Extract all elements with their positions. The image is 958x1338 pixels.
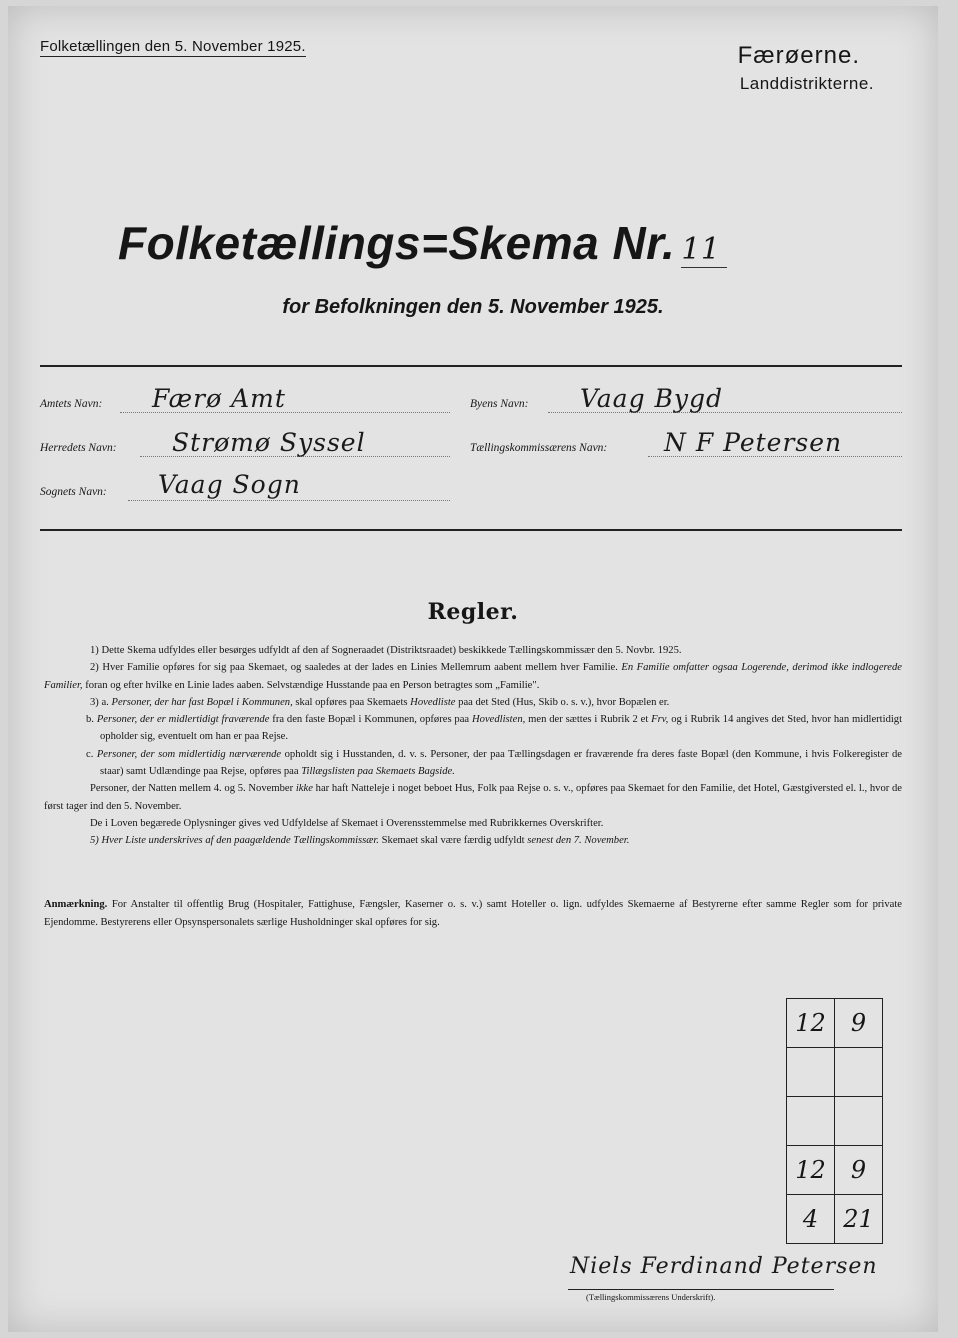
table-row [787, 1048, 883, 1097]
signature-caption: (Tællingskommissærens Underskrift). [586, 1292, 716, 1302]
amt-value: Færø Amt [152, 384, 286, 413]
note-label: Anmærkning. [44, 899, 108, 910]
fields-divider [40, 529, 902, 531]
rules-text [44, 642, 902, 850]
note-paragraph [44, 896, 902, 932]
table-row [787, 1097, 883, 1146]
tally-cell [787, 1097, 835, 1146]
rule-3b: b. Personer, der er midlertidigt fraværende fra den faste Bopæl i Kommunen, opføres paa Hovedlisten, men der sættes i Rubrik 2 et Frv, og i Rubrik 14 angives det Sted, hvor han midlertidigt opholder sig, eventuelt om han er paa Rejse. [86, 714, 903, 743]
signature-line [568, 1289, 834, 1290]
rule-3d: Personer, der Natten mellem 4. og 5. November ikke har haft Natteleje i noget beboet Hus, Folk paa Rejse o. s. v., opføres paa Skemaet for den Familie, det Hotel, Gæstgiversted el. l., hvor de først tager ind den 5. November. [44, 783, 903, 812]
sogn-label: Sognets Navn: [40, 486, 107, 498]
tally-cell: 12 [787, 999, 835, 1048]
census-form-page [8, 6, 938, 1332]
kommissaer-value: N F Petersen [664, 428, 843, 457]
rule-1: 1) Dette Skema udfyldes eller besørges udfyldt af den af Sogneraadet (Distriktsraadet) beskikkede Tællingskommissær den 5. Novbr. 1925. [90, 645, 682, 656]
byens-label: Byens Navn: [470, 398, 529, 410]
herred-value: Strømø Syssel [172, 428, 366, 457]
rule-5: 5) Hver Liste underskrives af den paagældende Tællingskommissær. Skemaet skal være færdig udfyldt senest den 7. November. [90, 835, 630, 847]
rules-heading: Regler. [427, 599, 519, 625]
sogn-value: Vaag Sogn [158, 470, 301, 499]
table-row [787, 999, 883, 1048]
tally-cell: 12 [787, 1146, 835, 1195]
rule-2: 2) Hver Familie opføres for sig paa Skemaet, og saaledes at der lades en Linies Mellemrum aabent mellem hver Familie. En Familie omfatter ogsaa Logerende, derimod ikke indlogerede Familier, foran og efter hvilke en Linie lades aaben. Selvstændige Husstande paa en Person betragtes som „Familie". [44, 662, 902, 691]
kommissaer-label: Tællingskommissærens Navn: [470, 442, 608, 454]
rule-4: De i Loven begærede Oplysninger gives ved Udfyldelse af Skemaet i Overensstemmelse med Rubrikkernes Overskrifter. [90, 817, 604, 829]
form-title-text: Folketællings=Skema Nr. [118, 217, 676, 269]
note-text: For Anstalter til offentlig Brug (Hospitaler, Fattighuse, Fængsler, Kaserner o. s. v.) samt Hoteller o. lign. udfyldes Skemaerne af Bestyrerne efter samme Regler som for private Ejendomme. Bestyrerens eller Opsynspersonalets særlige Husholdninger skal opføres for sig. [44, 899, 902, 928]
tally-cell: 9 [835, 999, 883, 1048]
tally-total-cell: 21 [835, 1195, 883, 1244]
form-subtitle: for Befolkningen den 5. November 1925. [282, 296, 664, 318]
table-row [787, 1146, 883, 1195]
tally-table [786, 998, 883, 1244]
sogn-line [128, 500, 450, 501]
amt-label: Amtets Navn: [40, 398, 103, 410]
rule-3c: c. Personer, der som midlertidig nærværende opholdt sig i Husstanden, d. v. s. Personer, der paa Tællingsdagen er fraværende fra deres faste Bopæl (den Kommune, i hvis Folkeregister de staar) samt Udlændinge paa Rejse, opføres paa Tillægslisten paa Skemaets Bagside. [86, 748, 903, 778]
tally-cell [835, 1048, 883, 1097]
census-date-header: Folketællingen den 5. November 1925. [40, 38, 306, 55]
tally-total-cell: 4 [787, 1195, 835, 1244]
tally-cell: 9 [835, 1146, 883, 1195]
byens-value: Vaag Bygd [580, 384, 724, 413]
herred-label: Herredets Navn: [40, 442, 117, 454]
rule-3a: 3) a. Personer, der har fast Bopæl i Kommunen, skal opføres paa Skemaets Hovedliste paa det Sted (Hus, Skib o. s. v.), hvor Bopælen er. [90, 696, 670, 708]
district-subtitle: Landdistrikterne. [739, 74, 874, 93]
region-title: Færøerne. [737, 42, 860, 69]
form-number: 11 [681, 232, 727, 268]
top-divider [40, 365, 902, 367]
signature: Niels Ferdinand Petersen [570, 1254, 878, 1279]
table-row [787, 1195, 883, 1244]
tally-cell [787, 1048, 835, 1097]
form-title [118, 216, 727, 270]
tally-cell [835, 1097, 883, 1146]
